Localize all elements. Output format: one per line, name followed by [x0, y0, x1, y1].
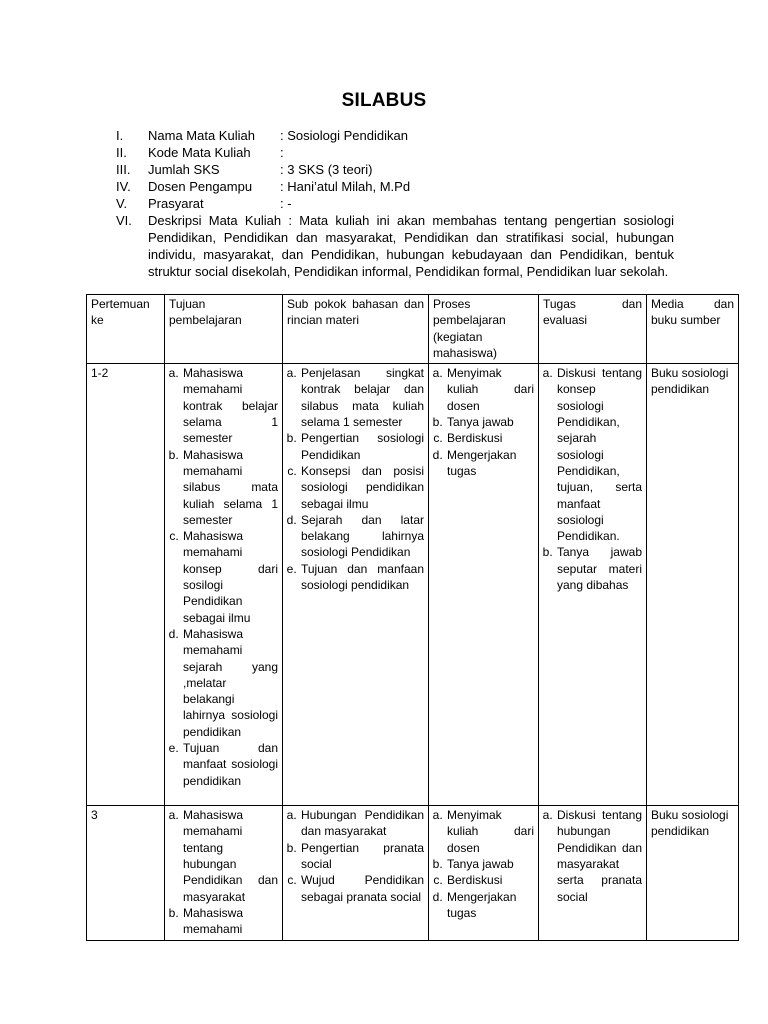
materials-cell	[283, 364, 429, 806]
info-value: : Hani’atul Milah, M.Pd	[280, 179, 411, 194]
list-item: b. Mahasiswa memahami silabus mata kuliah selama 1 semester	[182, 447, 278, 528]
header-media: Media dan buku sumber	[647, 295, 739, 364]
list-item: c. Mahasiswa memahami konsep dari sosilogi Pendidikan sebagai ilmu	[182, 528, 278, 626]
table-row	[87, 364, 739, 806]
info-number: VI.	[116, 213, 132, 228]
info-value: : Sosiologi Pendidikan	[280, 128, 408, 143]
list-item: d. Sejarah dan latar belakang lahirnya sosiologi Pendidikan	[300, 512, 424, 561]
info-value: :	[280, 145, 284, 160]
materials-list	[287, 365, 424, 593]
list-item: b. Tanya jawab	[446, 414, 534, 430]
media-cell: Buku sosiologi pendidikan	[647, 806, 739, 940]
list-item: a. Menyimak kuliah dari dosen	[446, 807, 534, 856]
list-item: b. Tanya jawab	[446, 856, 534, 872]
list-item: e. Tujuan dan manfaan sosiologi pendidikan	[300, 561, 424, 594]
list-item: c. Konsepsi dan posisi sosiologi pendidikan sebagai ilmu	[300, 463, 424, 512]
header-meeting: Pertemuan ke	[87, 295, 165, 364]
info-row-lecturer	[116, 178, 674, 195]
meeting-cell: 3	[87, 806, 165, 940]
process-cell	[429, 364, 539, 806]
list-item: e. Tujuan dan manfaat sosiologi pendidikan	[182, 740, 278, 789]
info-label: Prasyarat	[148, 196, 204, 211]
info-row-prerequisite	[116, 195, 674, 212]
syllabus-table	[86, 294, 739, 941]
info-label: Dosen Pengampu	[148, 179, 253, 194]
info-number: IV.	[116, 179, 131, 194]
info-row-description	[116, 212, 674, 280]
tasks-cell	[539, 806, 647, 940]
info-number: I.	[116, 128, 124, 143]
course-info	[116, 127, 674, 280]
process-list	[433, 365, 534, 479]
list-item: b. Pengertian sosiologi Pendidikan	[300, 430, 424, 463]
materials-cell	[283, 806, 429, 940]
list-item: a. Hubungan Pendidikan dan masyarakat	[300, 807, 424, 840]
list-item: b. Mahasiswa memahami	[182, 905, 278, 938]
header-tasks: Tugas dan evaluasi	[539, 295, 647, 364]
tasks-list	[543, 807, 642, 905]
table-header-row	[87, 295, 739, 364]
info-number: III.	[116, 162, 131, 177]
table-row	[87, 806, 739, 940]
header-materials: Sub pokok bahasan dan rincian materi	[283, 295, 429, 364]
info-label: Kode Mata Kuliah	[148, 145, 251, 160]
objectives-cell	[165, 364, 283, 806]
list-item: c. Berdiskusi	[446, 430, 534, 446]
list-item: a. Diskusi tentang konsep sosiologi Pendidikan, sejarah sosiologi Pendidikan, tujuan, serta manfaat sosiologi Pendidikan.	[556, 365, 642, 544]
header-objectives: Tujuan pembelajaran	[165, 295, 283, 364]
info-value: : -	[280, 196, 292, 211]
info-number: V.	[116, 196, 128, 211]
list-item: d. Mengerjakan tugas	[446, 889, 534, 922]
list-item: a. Diskusi tentang hubungan Pendidikan dan masyarakat serta pranata social	[556, 807, 642, 905]
objectives-list	[169, 807, 278, 937]
process-cell	[429, 806, 539, 940]
list-item: a. Menyimak kuliah dari dosen	[446, 365, 534, 414]
materials-list	[287, 807, 424, 905]
objectives-cell	[165, 806, 283, 940]
info-label: Jumlah SKS	[148, 162, 220, 177]
meeting-cell: 1-2	[87, 364, 165, 806]
info-row-course-code	[116, 144, 674, 161]
list-item: b. Tanya jawab seputar materi yang dibahas	[556, 544, 642, 593]
list-item: d. Mahasiswa memahami sejarah yang ,melatar belakangi lahirnya sosiologi pendidikan	[182, 626, 278, 740]
info-value: : 3 SKS (3 teori)	[280, 162, 373, 177]
list-item: a. Penjelasan singkat kontrak belajar dan silabus mata kuliah selama 1 semester	[300, 365, 424, 430]
process-list	[433, 807, 534, 921]
info-row-credits	[116, 161, 674, 178]
page-title: SILABUS	[341, 90, 427, 111]
tasks-cell	[539, 364, 647, 806]
info-label: Nama Mata Kuliah	[148, 128, 255, 143]
info-number: II.	[116, 145, 127, 160]
list-item: b. Pengertian pranata social	[300, 840, 424, 873]
list-item: c. Wujud Pendidikan sebagai pranata social	[300, 872, 424, 905]
header-process: Proses pembelajaran (kegiatan mahasiswa)	[429, 295, 539, 364]
list-item: a. Mahasiswa memahami kontrak belajar selama 1 semester	[182, 365, 278, 446]
media-cell: Buku sosiologi pendidikan	[647, 364, 739, 806]
course-description: Deskripsi Mata Kuliah : Mata kuliah ini akan membahas tentang pengertian sosiologi Pendidikan, Pendidikan dan masyarakat, Pendidikan dan stratifikasi social, hubungan individu, masyarakat, dan Pendidikan, hubungan kebudayaan dan Pendidikan, bentuk struktur social disekolah, Pendidikan informal, Pendidikan formal, Pendidikan luar sekolah.	[148, 213, 674, 279]
list-item: d. Mengerjakan tugas	[446, 447, 534, 480]
objectives-list	[169, 365, 278, 789]
info-row-course-name	[116, 127, 674, 144]
list-item: a. Mahasiswa memahami tentang hubungan Pendidikan dan masyarakat	[182, 807, 278, 905]
tasks-list	[543, 365, 642, 593]
list-item: c. Berdiskusi	[446, 872, 534, 888]
